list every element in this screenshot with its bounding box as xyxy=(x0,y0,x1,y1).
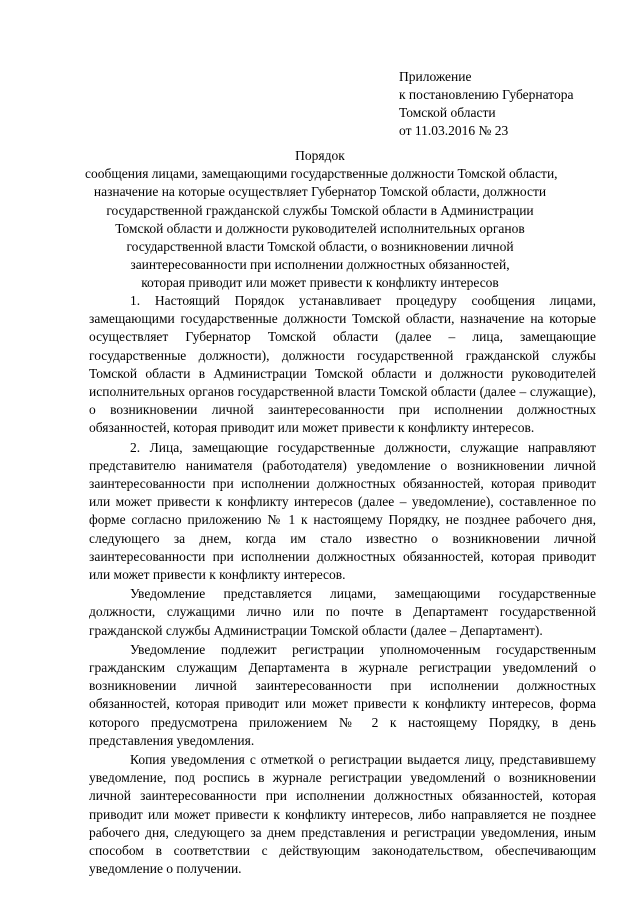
title-line: Томской области и должности руководителей исполнительных органов xyxy=(115,220,525,236)
paragraph-2: 2. Лица, замещающие государственные должности, служащие направляют представителю нанимателя (работодателя) уведомление о возникновении личной заинтересованности при исполнении должностных обязанностей, которая приводит или может привести к конфликту интересов (далее – уведомление), составленное по форме согласно приложению № 1 к настоящему Порядку, не позднее рабочего дня, следующего за днем, когда им стало известно о возникновении личной заинтересованности при исполнении должностных обязанностей, которая приводит или может привести к конфликту интересов. xyxy=(89,439,596,583)
title-line: которая приводит или может привести к конфликту интересов xyxy=(141,275,499,291)
title-line: сообщения лицами, замещающими государственные должности Томской области, xyxy=(85,166,558,182)
annex-block xyxy=(399,68,629,140)
paragraph-4: Уведомление подлежит регистрации уполномоченным государственным гражданским служащим Департамента в журнале регистрации уведомлений о возникновении личной заинтересованности при исполнении должностных обязанностей, которая приводит или может привести к конфликту интересов, форма которого предусмотрена приложением № 2 к настоящему Порядку, в день представления уведомления. xyxy=(89,641,596,748)
document-title xyxy=(85,147,558,293)
annex-line-3: Томской области xyxy=(399,105,496,120)
title-line: государственной власти Томской области, о возникновении личной xyxy=(126,239,514,255)
title-line: заинтересованности при исполнении должностных обязанностей, xyxy=(130,257,510,273)
document-body xyxy=(89,292,596,879)
paragraph-5: Копия уведомления с отметкой о регистрации выдается лицу, представившему уведомление, под роспись в журнале регистрации уведомлений о возникновении личной заинтересованности при исполнении должностных обязанностей, которая приводит или может привести к конфликту интересов, либо направляется не позднее рабочего дня, следующего за днем представления и регистрации уведомления, иным способом в соответствии с действующим законодательством, обеспечивающим уведомление о получении. xyxy=(89,752,596,877)
annex-line-4: от 11.03.2016 № 23 xyxy=(399,123,509,138)
paragraph-1: 1. Настоящий Порядок устанавливает процедуру сообщения лицами, замещающими государственные должности Томской области, назначение на которые осуществляет Губернатор Томской области (далее – лица, замещающие государственные должности), должности государственной гражданской службы Томской области в Администрации Томской области и должности руководителей исполнительных органов государственной власти Томской области (далее – служащие), о возникновении личной заинтересованности при исполнении должностных обязанностей, которая приводит или может привести к конфликту интересов. xyxy=(89,293,596,436)
title-line: назначение на которые осуществляет Губернатор Томской области, должности xyxy=(93,184,547,200)
title-heading: Порядок xyxy=(295,148,345,163)
title-line: государственной гражданской службы Томской области в Администрации xyxy=(106,202,534,218)
paragraph-3: Уведомление представляется лицами, замещающими государственные должности, служащими лично или по почте в Департамент государственной гражданской службы Администрации Томской области (далее – Департамент). xyxy=(89,586,596,638)
annex-line-1: Приложение xyxy=(399,69,472,84)
annex-line-2: к постановлению Губернатора xyxy=(399,87,574,102)
